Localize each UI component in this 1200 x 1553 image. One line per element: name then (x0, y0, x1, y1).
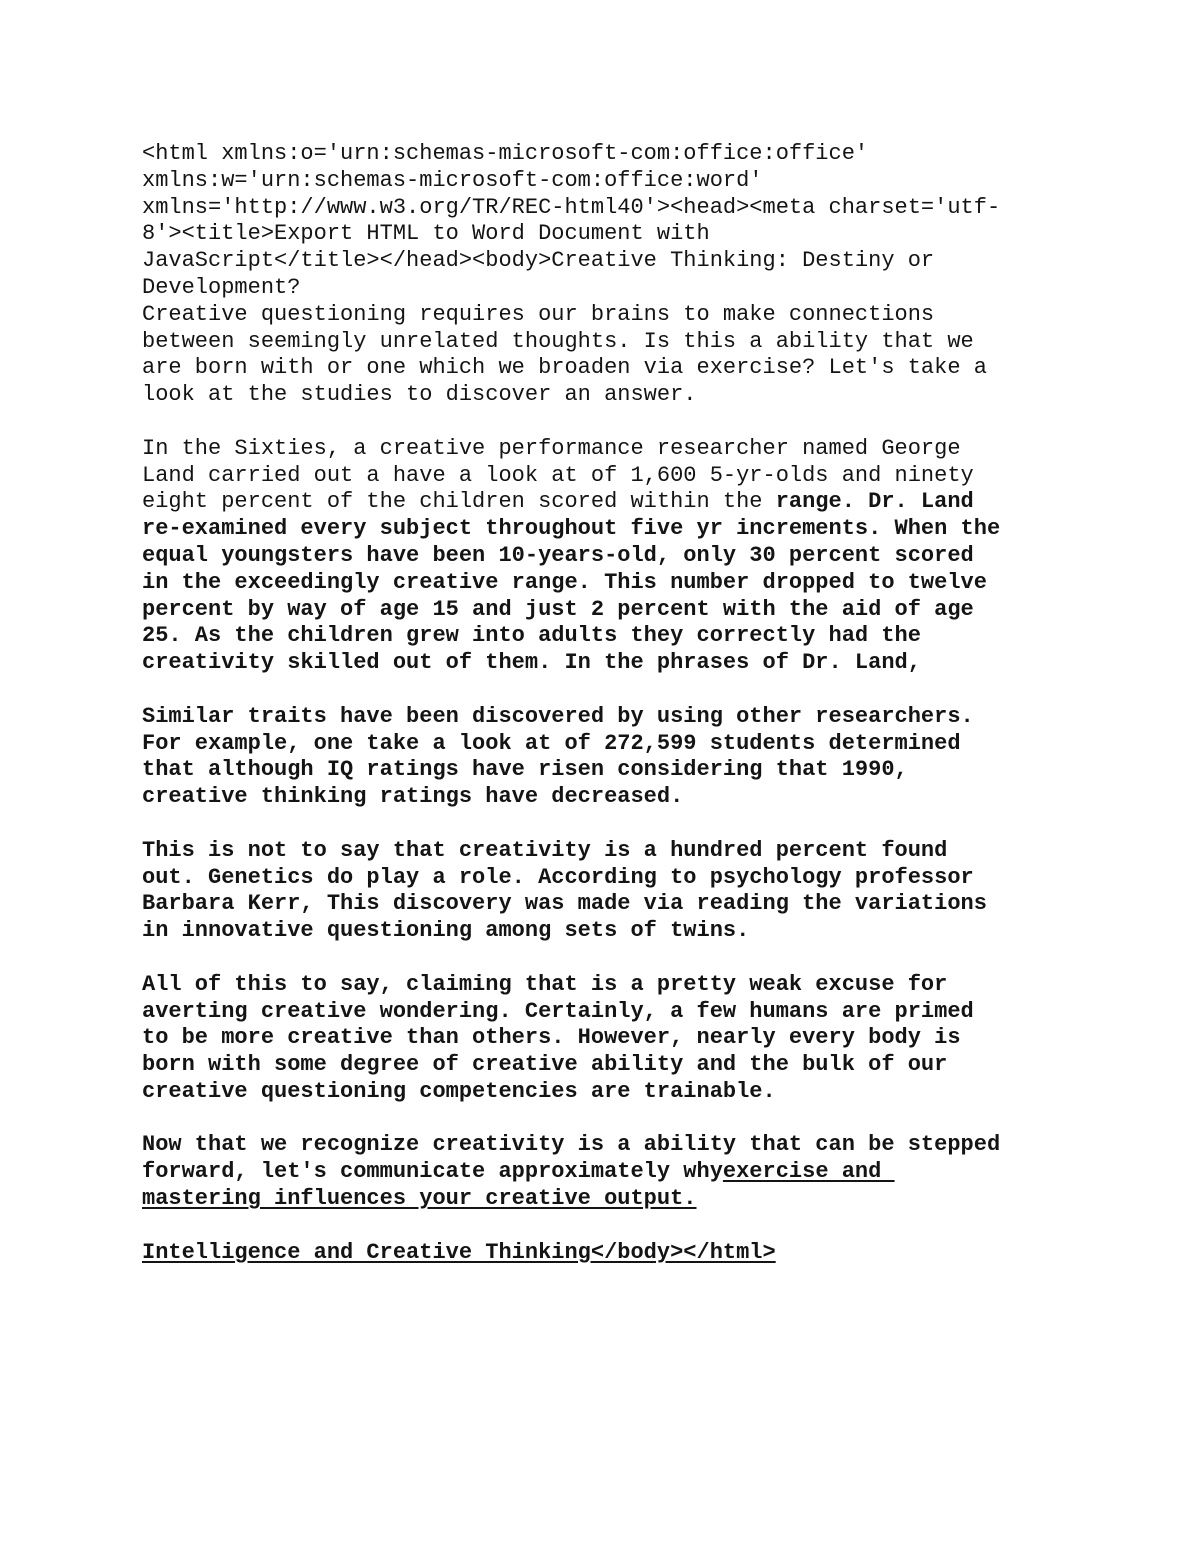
text-line: xmlns:w='urn:schemas-microsoft-com:office:word' (142, 167, 763, 193)
text-line: equal youngsters have been 10-years-old, only 30 percent scored (142, 542, 974, 568)
text-line: 25. As the children grew into adults they correctly had the (142, 623, 921, 649)
text-line: look at the studies to discover an answer. (142, 382, 697, 408)
text-line: Barbara Kerr, This discovery was made via reading the variations (142, 891, 987, 917)
exercise-link[interactable]: exercise and (722, 1159, 895, 1185)
text-line: Now that we recognize creativity is a ability that can be stepped (142, 1132, 1001, 1158)
text-line: creative questioning competencies are trainable. (142, 1078, 776, 1104)
paragraph-gap (142, 1106, 1072, 1133)
text-line: JavaScript</title></head><body>Creative Thinking: Destiny or (142, 248, 935, 274)
text-line: Creative questioning requires our brains to make connections (142, 301, 935, 327)
text-line: 8'><title>Export HTML to Word Document with (142, 221, 710, 247)
paragraph-gap (142, 811, 1072, 838)
text-line: <html xmlns:o='urn:schemas-microsoft-com:office:office' (142, 141, 869, 166)
text-line: in the exceedingly creative range. This number dropped to twelve (142, 569, 987, 595)
text-line: are born with or one which we broaden via exercise? Let's take a (142, 355, 987, 381)
text-line: re-examined every subject throughout five yr increments. When the (142, 516, 1001, 542)
text-line: born with some degree of creative ability and the bulk of our (142, 1052, 948, 1078)
text-line: This is not to say that creativity is a hundred percent found (142, 837, 948, 863)
paragraph-gap (142, 945, 1072, 972)
document-page (142, 141, 1072, 1266)
text-line: For example, one take a look at of 272,599 students determined (142, 730, 961, 756)
text-span: forward, let's communicate approximately why (142, 1159, 723, 1185)
text-line (142, 1159, 1072, 1186)
text-line: All of this to say, claiming that is a pretty weak excuse for (142, 971, 948, 997)
text-line: in innovative questioning among sets of twins. (142, 918, 750, 944)
paragraph-gap (142, 409, 1072, 436)
intelligence-link[interactable]: Intelligence and Creative Thinking</body></html> (142, 1239, 776, 1265)
text-span: eight percent of the children scored within the (142, 489, 776, 515)
text-line: between seemingly unrelated thoughts. Is this a ability that we (142, 328, 974, 354)
paragraph-gap (142, 1213, 1072, 1240)
text-line: Development? (142, 274, 301, 300)
text-line: to be more creative than others. However, nearly every body is (142, 1025, 961, 1051)
text-line: creative thinking ratings have decreased. (142, 784, 684, 810)
text-line: Land carried out a have a look at of 1,600 5-yr-olds and ninety (142, 462, 974, 488)
text-line: out. Genetics do play a role. According to psychology professor (142, 864, 974, 890)
text-line: percent by way of age 15 and just 2 percent with the aid of age (142, 596, 974, 622)
text-line: creativity skilled out of them. In the phrases of Dr. Land, (142, 650, 921, 676)
paragraph-gap (142, 677, 1072, 704)
text-line: xmlns='http://www.w3.org/TR/REC-html40'><head><meta charset='utf- (142, 194, 1001, 220)
text-line: that although IQ ratings have risen considering that 1990, (142, 757, 908, 783)
text-line: In the Sixties, a creative performance researcher named George (142, 435, 961, 461)
text-line: averting creative wondering. Certainly, a few humans are primed (142, 998, 974, 1024)
text-line: Similar traits have been discovered by using other researchers. (142, 703, 974, 729)
mastering-link[interactable]: mastering influences your creative output. (142, 1186, 697, 1212)
bold-text-span: range. Dr. Land (775, 489, 974, 515)
text-line (142, 489, 1072, 516)
